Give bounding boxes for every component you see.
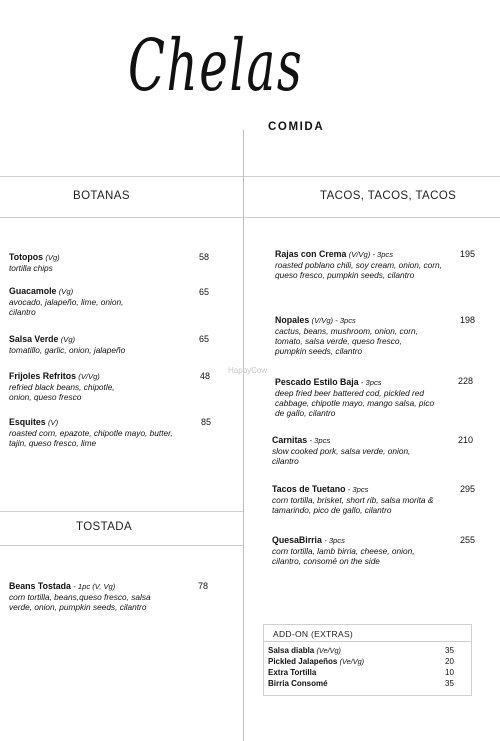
item-desc: roasted poblano chili, soy cream, onion, corn, queso fresco, pumpkin seeds, cilantro [275, 260, 442, 280]
addon-price: 35 [445, 646, 454, 655]
item-tag: (V/Vg) [78, 372, 100, 381]
item-price: 85 [201, 417, 212, 427]
menu-item [9, 252, 189, 273]
addon-name: Birria Consomé [268, 679, 328, 688]
item-tag: (Vg) [45, 253, 60, 262]
item-name: Beans Tostada [9, 581, 71, 591]
item-desc: roasted corn, epazote, chipotle mayo, butter, tajin, queso fresco, lime [9, 428, 173, 448]
item-price: 195 [460, 249, 476, 259]
divider [0, 545, 243, 546]
item-name: Totopos [9, 252, 44, 262]
addon-item [268, 679, 328, 688]
page-title: COMIDA [268, 121, 325, 133]
item-tag: (Vg) [58, 287, 74, 296]
addon-item [268, 668, 316, 677]
column-divider [243, 130, 244, 741]
item-tag: - 3pcs [360, 378, 382, 387]
item-tag: (V) [47, 418, 59, 427]
item-desc: deep fried beer battered cod, pickled red cabbage, chipotle mayo, mango salsa, pico de gallo, cilantro [275, 388, 435, 418]
menu-item [9, 417, 189, 448]
item-name: Rajas con Crema [275, 249, 347, 259]
item-desc: cactus, beans, mushroom, onion, corn, tomato, salsa verde, queso fresco, pumpkin seeds, cilantro [275, 326, 418, 356]
watermark: HappyCow [228, 366, 268, 375]
item-name: Nopales [275, 315, 310, 325]
item-price: 228 [458, 376, 474, 386]
addon-tag: (Ve/Vg) [339, 657, 365, 666]
item-price: 295 [460, 484, 476, 494]
menu-item [272, 535, 437, 566]
item-desc: corn tortilla, lamb birria, cheese, onion, cilantro, consomé on the side [272, 546, 415, 566]
item-name: Carnitas [272, 435, 308, 445]
item-tag: (V/Vg) - 3pcs [311, 316, 356, 325]
menu-item [272, 435, 422, 466]
menu-item [9, 334, 189, 355]
logo: Chelas [128, 23, 304, 108]
item-desc: corn tortilla, beans,queso fresco, salsa verde, onion, pumpkin seeds, cilantro [9, 592, 151, 612]
divider [263, 641, 472, 642]
item-price: 198 [460, 315, 476, 325]
item-name: Pescado Estilo Baja [275, 377, 359, 387]
item-tag: (Vg) [60, 335, 76, 344]
section-tacos: TACOS, TACOS, TACOS [320, 190, 457, 202]
item-desc: corn tortilla, brisket, short rib, salsa morita & tamarindo, pico de gallo, cilantro [272, 495, 434, 515]
item-tag: - 3pcs [347, 485, 369, 494]
item-price: 58 [199, 252, 210, 262]
addon-tag: (Ve/Vg) [316, 646, 341, 655]
menu-item [275, 249, 450, 280]
item-name: Frijoles Refritos [9, 371, 76, 381]
item-price: 255 [460, 535, 476, 545]
addon-item [268, 657, 364, 666]
item-desc: slow cooked pork, salsa verde, onion, cilantro [272, 446, 411, 466]
addon-name: Extra Tortilla [268, 668, 317, 677]
item-desc: refried black beans, chipotle, onion, queso fresco [9, 382, 115, 402]
item-name: Salsa Verde [9, 334, 59, 344]
item-price: 210 [458, 435, 474, 445]
section-botanas: BOTANAS [73, 190, 130, 202]
divider [0, 176, 500, 177]
item-desc: tomatillo, garlic, onion, jalapeño [9, 345, 126, 355]
addon-name: Pickled Jalapeños [268, 657, 338, 666]
item-price: 65 [199, 334, 210, 344]
menu-item [272, 484, 444, 515]
item-price: 65 [199, 287, 210, 297]
item-price: 48 [200, 371, 211, 381]
item-name: Guacamole [9, 286, 57, 296]
item-name: Esquites [9, 417, 46, 427]
item-tag: - 1pc (V, Vg) [73, 582, 116, 591]
item-name: Tacos de Tuetano [272, 484, 346, 494]
menu-item [9, 286, 127, 317]
addon-title: ADD-ON (EXTRAS) [273, 629, 354, 639]
item-name: QuesaBirria [272, 535, 322, 545]
divider [0, 511, 243, 512]
item-tag: - 3pcs [324, 536, 345, 545]
item-tag: (V/Vg) - 3pcs [348, 250, 394, 259]
item-desc: avocado, jalapeño, lime, onion, cilantro [9, 297, 124, 317]
item-desc: tortilla chips [9, 263, 53, 273]
addon-price: 20 [445, 657, 454, 666]
menu-item [9, 371, 134, 402]
item-price: 78 [198, 581, 209, 591]
menu-item [9, 581, 169, 612]
item-tag: - 3pcs [309, 436, 331, 445]
addon-name: Salsa diabla [268, 646, 315, 655]
section-tostada: TOSTADA [76, 521, 133, 533]
addon-price: 10 [445, 668, 454, 677]
addon-price: 35 [445, 679, 454, 688]
menu-item [275, 377, 445, 418]
menu-item [275, 315, 425, 356]
divider [0, 217, 500, 218]
addon-item [268, 646, 341, 655]
